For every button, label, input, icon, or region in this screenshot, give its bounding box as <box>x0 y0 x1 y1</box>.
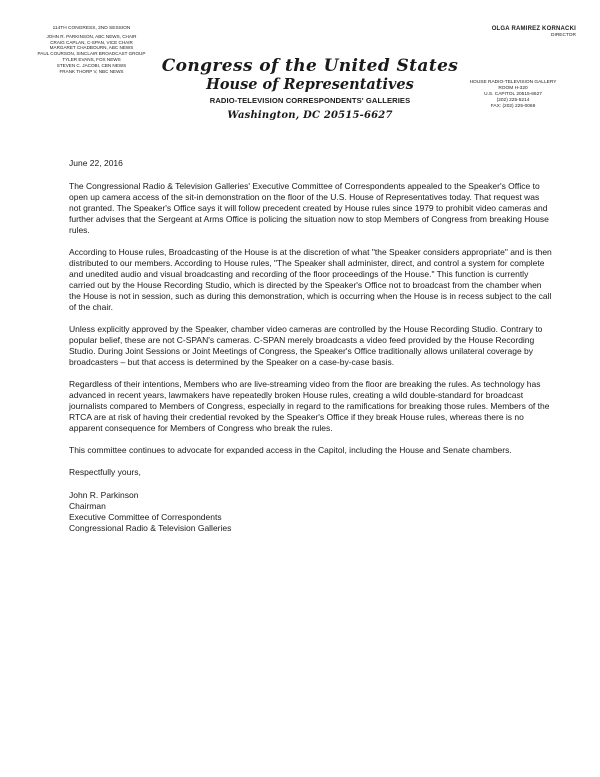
title-city: Washington, DC 20515-6627 <box>227 110 393 121</box>
congress-session: 114TH CONGRESS, 2ND SESSION <box>52 26 131 31</box>
letter-body <box>69 158 553 534</box>
letter-paragraph: Regardless of their intentions, Members who are live-streaming video from the floor are breaking the rules. As technology has advanced in recent years, lawmakers have repeatedly broken House rules, creating a wild double-standard for broadcast journalists compared to Members of Congress, especially in regard to the ramifications for breaking those rules. Members of the RTCA are at risk of having their credential revoked by the Speaker's Office if they break House rules, whereas there is no apparent consequence for Members of Congress who break the rules. <box>69 379 550 433</box>
letter-paragraph: The Congressional Radio & Television Galleries' Executive Committee of Correspondents appealed to the Speaker's Office to open up camera access of the sit-in demonstration on the floor of the U.S. House of Representatives today. That request was not granted. The Speaker's Office says it will follow precedent created by House rules since 1979 to prohibit video cameras and further advises that the Sergeant at Arms Office is policing the situation now to stop Members of Congress from breaking House rules. <box>69 181 549 235</box>
address-line: U.S. CAPITOL 20515-6627 <box>484 92 542 97</box>
address-line: HOUSE RADIO-TELEVISION GALLERY <box>469 80 557 85</box>
signature-name: John R. Parkinson <box>69 490 139 500</box>
committee-member: STEVEN C. JACOBI, CBN NEWS <box>56 62 127 68</box>
committee-member: MARGARET CHADBOURN, ABC NEWS <box>49 45 134 51</box>
letter-paragraph: This committee continues to advocate for expanded access in the Capitol, including the House and Senate chambers. <box>69 445 512 455</box>
committee-member: FRANK THORP V, NBC NEWS <box>59 68 124 74</box>
letter-paragraph: Unless explicitly approved by the Speaker, chamber video cameras are controlled by the House Recording Studio. Contrary to popular belief, these are not C-SPAN's cameras. C-SPAN merely broadcasts a video feed provided by the House Recording Studio. During Joint Sessions or Joint Meetings of Congress, the Speaker's Office traditionally allows unilateral coverage by broadcasters – but that access is determined by the Speaker on a case-by-case basis. <box>69 324 543 367</box>
letter-closing: Respectfully yours, <box>69 467 141 477</box>
letter-paragraph: According to House rules, Broadcasting of the House is at the discretion of what "the Speaker considers appropriate" and is then distributed to our members. According to House rules, "The Speaker shall administer, direct, and control a system for complete and unedited audio and visual broadcasting and recording of the floor proceedings of the House." This function is currently carried out by the House Recording Studio, which is directed by the Speaker's Office not to broadcast from the chamber when the House is not in session, such as during this demonstration, which is occurring when the House is in recess subject to the call of the chair. <box>69 247 552 312</box>
committee-member: TYLER EVANS, FOX NEWS <box>62 56 121 62</box>
director-title: DIRECTOR <box>551 33 576 38</box>
address-line: (202) 225-5214 <box>496 98 530 103</box>
committee-member: JOHN R. PARKINSON, ABC NEWS, CHAIR <box>46 33 137 39</box>
committee-member: CRAIG CAPLAN, C-SPAN, VICE CHAIR <box>50 39 133 45</box>
letter-date: June 22, 2016 <box>69 158 123 168</box>
title-house: House of Representatives <box>206 76 414 93</box>
signature-title: Chairman <box>69 501 106 511</box>
title-galleries: RADIO-TELEVISION CORRESPONDENTS' GALLERIES <box>209 96 411 105</box>
address-line: ROOM H-320 <box>498 86 528 91</box>
title-congress: Congress of the United States <box>161 56 459 76</box>
director-block <box>436 26 576 38</box>
committee-member: PAUL COURSON, SINCLAIR BROADCAST GROUP <box>37 51 146 57</box>
gallery-address <box>448 80 578 110</box>
address-line: FAX: (202) 225-0069 <box>490 104 536 109</box>
committee-list <box>14 26 169 74</box>
signature-committee: Executive Committee of Correspondents <box>69 512 222 522</box>
signature-block <box>69 490 553 534</box>
director-name: OLGA RAMIREZ KORNACKI <box>491 26 576 32</box>
signature-organization: Congressional Radio & Television Galleries <box>69 523 232 533</box>
letterhead-title <box>160 56 460 121</box>
